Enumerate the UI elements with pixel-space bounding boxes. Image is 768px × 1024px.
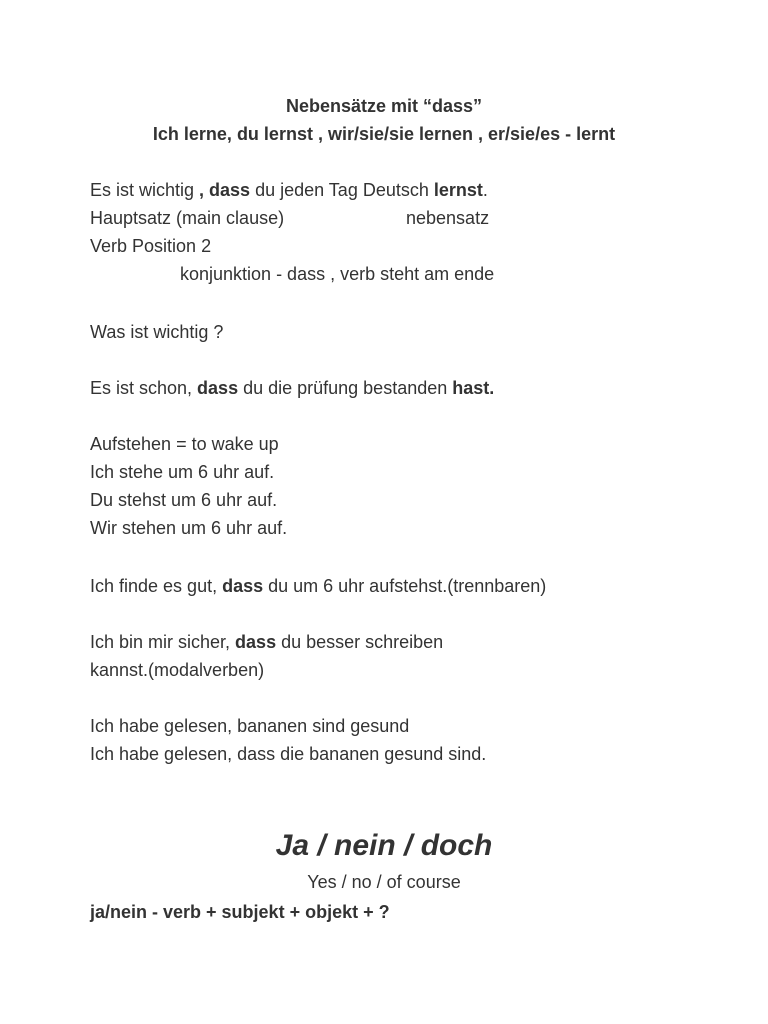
example-sentence-2: Es ist schon, dass du die prüfung bestanden hast. [90, 378, 495, 398]
aufstehen-example-3: Wir stehen um 6 uhr auf. [90, 518, 288, 538]
conjugation-heading: Ich lerne, du lernst , wir/sie/sie lernen , er/sie/es - lernt [152, 124, 616, 144]
example-sentence-4-continuation: kannst.(modalverben) [90, 660, 265, 680]
question-line: Was ist wichtig ? [90, 322, 224, 342]
example-sentence-1: Es ist wichtig , dass du jeden Tag Deutsch lernst. [90, 180, 488, 200]
example-sentence-3: Ich finde es gut, dass du um 6 uhr aufstehst.(trennbaren) [90, 576, 547, 596]
aufstehen-example-2: Du stehst um 6 uhr auf. [90, 490, 278, 510]
section-subtitle: Yes / no / of course [307, 872, 461, 892]
page-title: Nebensätze mit “dass” [285, 96, 483, 116]
verb-position-label: Verb Position 2 [90, 236, 212, 256]
konjunktion-label: konjunktion - dass , verb steht am ende [180, 264, 495, 284]
example-sentence-5: Ich habe gelesen, bananen sind gesund [90, 716, 410, 736]
aufstehen-definition: Aufstehen = to wake up [90, 434, 279, 454]
nebensatz-label: nebensatz [406, 208, 490, 228]
section-rule: ja/nein - verb + subjekt + objekt + ? [90, 902, 390, 922]
hauptsatz-label: Hauptsatz (main clause) [90, 208, 285, 228]
section-title: Ja / nein / doch [275, 829, 493, 862]
example-sentence-6: Ich habe gelesen, dass die bananen gesund sind. [90, 744, 487, 764]
aufstehen-example-1: Ich stehe um 6 uhr auf. [90, 462, 275, 482]
example-sentence-4: Ich bin mir sicher, dass du besser schreiben [90, 632, 444, 652]
